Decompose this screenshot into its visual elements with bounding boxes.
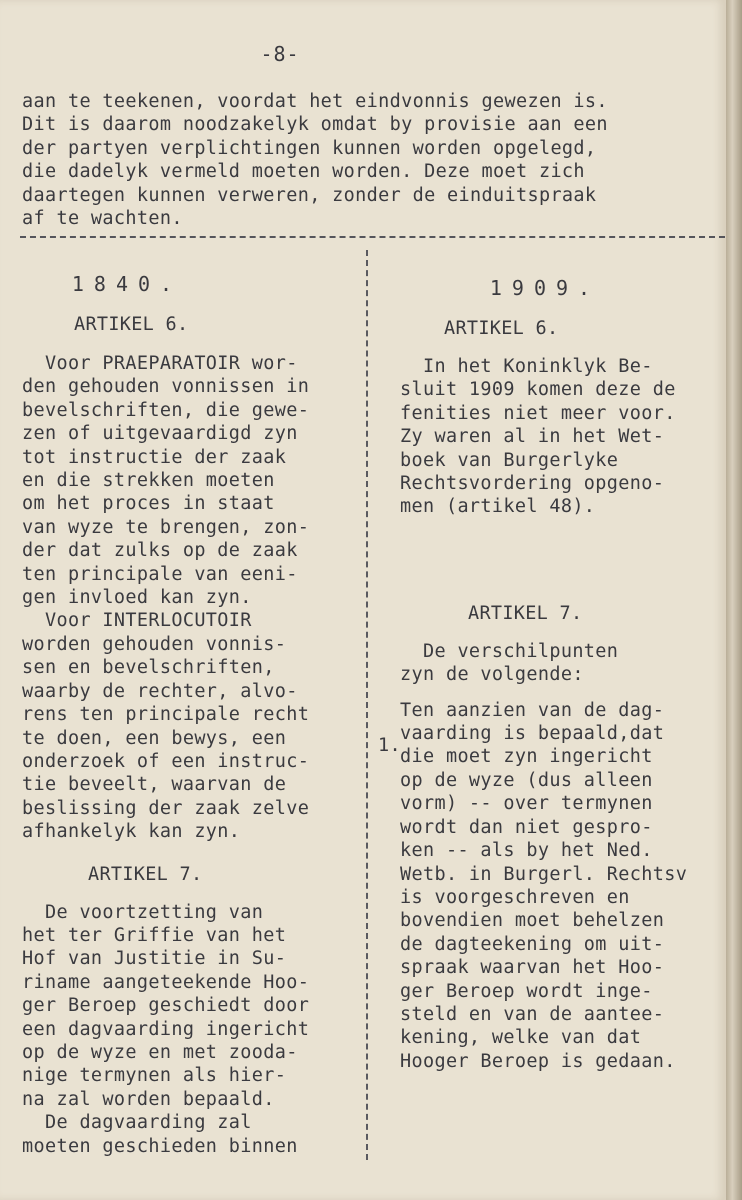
right-item-line: Wetb. in Burgerl. Rechtsv (400, 863, 688, 885)
right-item-line: ken -- als by het Ned. (400, 840, 653, 862)
horizontal-dashed-rule (20, 236, 725, 238)
left-article6-line: te doen, een bewys, een (22, 727, 287, 749)
left-article6-line: worden gehouden vonnis- (22, 633, 287, 655)
right-item-line: is voorgeschreven en (400, 886, 630, 908)
left-article7-line: na zal worden bepaald. (22, 1088, 275, 1110)
left-article7-line: op de wyze en met zooda- (22, 1041, 298, 1063)
right-item-line: spraak waarvan het Hoo- (400, 957, 665, 979)
left-article6-line: gen invloed kan zyn. (22, 587, 252, 609)
right-article6-heading: ARTIKEL 6. (444, 318, 559, 339)
right-article6-line: In het Koninklyk Be- (400, 356, 653, 377)
right-article7-intro (400, 640, 725, 687)
left-article6-line: sen en bevelschriften, (22, 657, 275, 679)
left-article6-line: Voor INTERLOCUTOIR (22, 610, 252, 632)
left-column (22, 272, 367, 1158)
right-article6-line: men (artikel 48). (400, 496, 596, 518)
right-article6-line: fenities niet meer voor. (400, 402, 676, 424)
left-article6-line: rens ten principale recht (22, 704, 310, 726)
right-year-heading: 1909. (489, 276, 601, 300)
right-article6-text (400, 355, 725, 519)
right-article7-intro-line: zyn de volgende: (400, 664, 584, 686)
left-article6-line: van wyze te brengen, zon- (22, 516, 310, 538)
left-article7-line: moeten geschieden binnen (22, 1135, 298, 1157)
left-article6-line: Voor PRAEPARATOIR wor- (22, 353, 298, 374)
right-item-line: wordt dan niet gespro- (400, 816, 653, 838)
left-article6-line: tie beveelt, waarvan de (22, 774, 287, 796)
intro-paragraph (22, 90, 722, 230)
left-article6-line: onderzoek of een instruc- (22, 750, 310, 772)
right-column (400, 276, 725, 1073)
left-article6-line: afhankelyk kan zyn. (22, 821, 241, 843)
left-article6-text (22, 352, 367, 844)
right-item-line: ger Beroep wordt inge- (400, 980, 653, 1002)
left-article6-line: en die strekken moeten (22, 470, 275, 492)
right-item-line: vaarding is bepaald,dat (400, 723, 665, 745)
left-article6-line: zen of uitgevaardigd zyn (22, 423, 298, 445)
right-item-line: de dagteekening om uit- (400, 933, 665, 955)
left-article7-line: een dagvaarding ingericht (22, 1018, 310, 1040)
left-article7-line: ger Beroep geschiedt door (22, 995, 310, 1017)
right-item-line: kening, welke van dat (400, 1027, 642, 1049)
left-article7-line: Hof van Justitie in Su- (22, 948, 287, 970)
left-article6-line: beslissing der zaak zelve (22, 797, 310, 819)
right-item-line: vorm) -- over termynen (400, 793, 653, 815)
left-article6-line: den gehouden vonnissen in (22, 376, 310, 398)
right-item-line: Ten aanzien van de dag- (400, 699, 665, 721)
left-article7-line: De voortzetting van (22, 901, 264, 923)
intro-line: daartegen kunnen verweren, zonder de einduitspraak (22, 184, 597, 206)
right-article7-intro-line: De verschilpunten (400, 640, 619, 662)
left-article6-line: waarby de rechter, alvo- (22, 680, 298, 702)
right-article7-heading: ARTIKEL 7. (468, 602, 583, 624)
intro-line: der partyen verplichtingen kunnen worden opgelegd, (22, 137, 597, 159)
left-article6-line: ten principale van eeni- (22, 563, 298, 585)
right-item-line: bovendien moet behelzen (400, 910, 665, 932)
intro-line: die dadelyk vermeld moeten worden. Deze moet zich (22, 161, 585, 183)
left-article6-heading: ARTIKEL 6. (74, 314, 189, 335)
left-article7-heading: ARTIKEL 7. (88, 863, 203, 885)
intro-line: aan te teekenen, voordat het eindvonnis gewezen is. (22, 91, 608, 112)
right-article6-line: sluit 1909 komen deze de (400, 379, 676, 401)
left-article7-line: nige termynen als hier- (22, 1065, 287, 1087)
left-article6-line: tot instructie der zaak (22, 446, 287, 468)
left-article7-line: het ter Griffie van het (22, 924, 287, 946)
left-year-heading: 1840. (71, 272, 183, 296)
right-article6-line: Zy waren al in het Wet- (400, 426, 665, 448)
right-item-text (400, 699, 725, 1074)
left-article6-line: der dat zulks op de zaak (22, 540, 298, 562)
intro-line: Dit is daarom noodzakelyk omdat by provisie aan een (22, 114, 608, 136)
left-article7-line: riname aangeteekende Hoo- (22, 971, 310, 993)
left-article7-text (22, 901, 367, 1158)
right-item-line: Hooger Beroep is gedaan. (400, 1050, 676, 1072)
right-item-number: 1. (378, 735, 401, 756)
left-article7-line: De dagvaarding zal (22, 1112, 252, 1134)
right-item-line: op de wyze (dus alleen (400, 769, 653, 791)
right-article6-line: Rechtsvordering opgeno- (400, 473, 665, 495)
right-item-line: steld en van de aantee- (400, 1003, 665, 1025)
page-edge (726, 0, 742, 1200)
intro-line: af te wachten. (22, 208, 183, 230)
left-article6-line: om het proces in staat (22, 493, 275, 515)
right-article6-line: boek van Burgerlyke (400, 449, 619, 471)
page-number: -8- (260, 42, 300, 66)
left-article6-line: bevelschriften, die gewe- (22, 399, 310, 421)
right-item-line: die moet zyn ingericht (400, 746, 653, 768)
